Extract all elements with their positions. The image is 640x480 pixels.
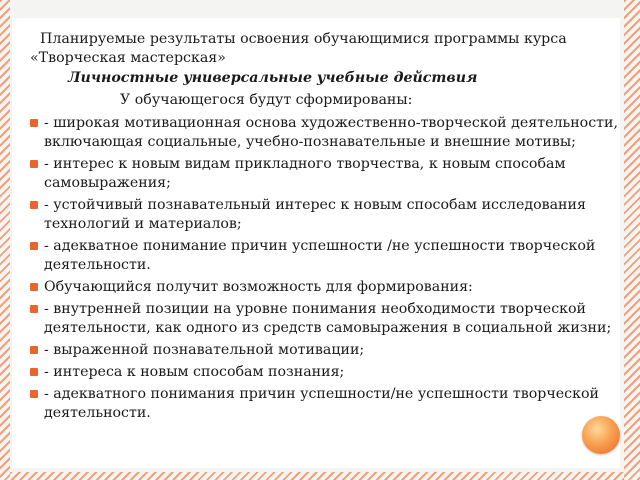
list-item: [30, 363, 620, 382]
bullet-icon: [30, 305, 38, 313]
decorative-frame-left: [0, 0, 10, 480]
list-item-text: - адекватное понимание причин успешности /не успешности творческой деятельности.: [44, 238, 596, 273]
decorative-orb-icon: [582, 416, 620, 454]
list-item: [30, 385, 620, 423]
slide: [12, 18, 620, 468]
slide-title-line-1: Планируемые результаты освоения обучающимися программы курса: [40, 31, 567, 47]
list-item-text: - адекватного понимания причин успешности/не успешности творческой деятельности.: [44, 386, 599, 421]
list-item-text: - выраженной познавательной мотивации;: [44, 342, 365, 358]
list-item-text: - интереса к новым способам познания;: [44, 364, 345, 380]
list-item: [30, 300, 620, 338]
list-item: [30, 341, 620, 360]
bullet-icon: [30, 390, 38, 398]
decorative-frame-right: [624, 0, 640, 480]
bullet-icon: [30, 119, 38, 127]
list-item-text: - интерес к новым видам прикладного творчества, к новым способам самовыражения;: [44, 156, 566, 191]
bullet-icon: [30, 201, 38, 209]
list-item-text: - широкая мотивационная основа художественно-творческой деятельности, включающая социальные, учебно-познавательные и внешние мотивы;: [44, 115, 618, 150]
bullet-list: [30, 114, 620, 423]
list-item: [30, 155, 620, 193]
list-item-text: - устойчивый познавательный интерес к новым способам исследования технологий и материалов;: [44, 197, 586, 232]
section-subheading: У обучающегося будут сформированы:: [120, 92, 413, 108]
bullet-icon: [30, 242, 38, 250]
bullet-icon: [30, 283, 38, 291]
list-item: [30, 278, 620, 297]
decorative-frame-bottom: [10, 472, 624, 480]
bullet-icon: [30, 368, 38, 376]
slide-content: [30, 30, 620, 426]
list-item: [30, 237, 620, 275]
list-item-text: - внутренней позиции на уровне понимания необходимости творческой деятельности, как одного из средств самовыражения в социальной жизни;: [44, 301, 612, 336]
slide-title-line-2: «Творческая мастерская»: [30, 50, 226, 66]
list-item-text: Обучающийся получит возможность для формирования:: [44, 279, 473, 295]
list-item: [30, 114, 620, 152]
list-item: [30, 196, 620, 234]
section-heading: Личностные универсальные учебные действия: [68, 70, 478, 86]
bullet-icon: [30, 346, 38, 354]
bullet-icon: [30, 160, 38, 168]
